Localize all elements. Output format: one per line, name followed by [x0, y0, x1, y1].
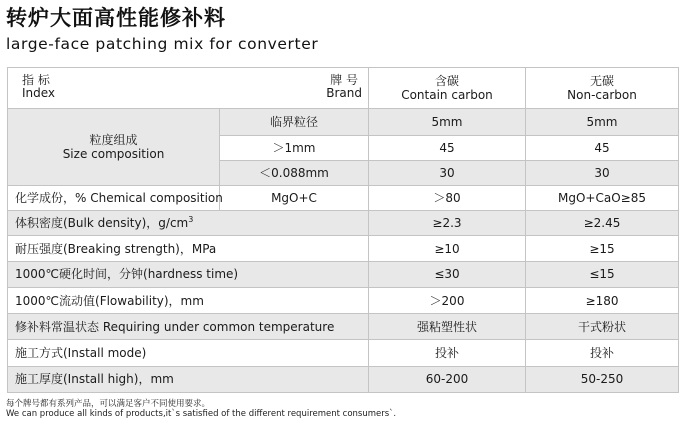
table-row [8, 236, 679, 261]
header-contain-carbon [369, 68, 526, 109]
header-brand-en: Brand [326, 86, 362, 100]
size-composition-en: Size composition [62, 147, 165, 162]
table-row [8, 109, 679, 135]
table-row [8, 366, 679, 392]
sub-label: 临界粒径 [220, 109, 369, 135]
value-non-carbon: 干式粉状 [526, 314, 679, 340]
sub-label: ＜0.088mm [220, 160, 369, 185]
header-index-brand-cell [8, 68, 369, 109]
table-row [8, 314, 679, 340]
size-composition-label [8, 109, 220, 186]
header-brand [326, 74, 362, 100]
row-label: 耐压强度(Breaking strength)，MPa [8, 236, 369, 261]
value-contain-carbon: 60-200 [369, 366, 526, 392]
row-label: 1000℃流动值(Flowability)，mm [8, 287, 369, 313]
value-non-carbon: ≥15 [526, 236, 679, 261]
density-unit-sup: 3 [188, 215, 194, 225]
value-non-carbon: 30 [526, 160, 679, 185]
table-row [8, 211, 679, 236]
value-contain-carbon: 30 [369, 160, 526, 185]
table-row [8, 287, 679, 313]
header-brand-cn: 牌 号 [330, 73, 359, 87]
header-index-cn: 指 标 [22, 73, 50, 87]
header-col1-en: Contain carbon [401, 88, 493, 103]
value-contain-carbon: 强粘塑性状 [369, 314, 526, 340]
header-col1-cn: 含碳 [434, 74, 459, 89]
row-label: 化学成份，% Chemical composition [8, 186, 220, 211]
value-non-carbon: ≤15 [526, 261, 679, 287]
value-contain-carbon: 5mm [369, 109, 526, 135]
table-row [8, 261, 679, 287]
value-non-carbon: 5mm [526, 109, 679, 135]
value-contain-carbon: ≥2.3 [369, 211, 526, 236]
value-contain-carbon: ≤30 [369, 261, 526, 287]
table-row [8, 186, 679, 211]
header-non-carbon [526, 68, 679, 109]
spec-table [7, 67, 679, 393]
value-contain-carbon: ＞80 [369, 186, 526, 211]
value-non-carbon: ≥2.45 [526, 211, 679, 236]
value-non-carbon: MgO+CaO≥85 [526, 186, 679, 211]
footnote-en: We can produce all kinds of products,it`s satisfied of the different requirement consumers`. [6, 409, 397, 419]
page-title: 转炉大面高性能修补料 [6, 6, 226, 30]
header-index [22, 74, 55, 100]
row-label: 施工方式(Install mode) [8, 340, 369, 366]
header-col2-en: Non-carbon [567, 88, 637, 103]
table-header-row [8, 68, 679, 109]
value-contain-carbon: 45 [369, 135, 526, 160]
value-contain-carbon: 投补 [369, 340, 526, 366]
footnote-cn: 每个牌号都有系列产品，可以满足客户不同使用要求。 [6, 399, 211, 409]
row-label [8, 211, 369, 236]
sub-label: ＞1mm [220, 135, 369, 160]
value-non-carbon: 50-250 [526, 366, 679, 392]
value-contain-carbon: ＞200 [369, 287, 526, 313]
row-label: 1000℃硬化时间，分钟(hardness time) [8, 261, 369, 287]
header-index-en: Index [22, 86, 56, 100]
sub-label: MgO+C [220, 186, 369, 211]
density-label-text: 体积密度(Bulk density)，g/cm [15, 216, 189, 231]
value-non-carbon: ≥180 [526, 287, 679, 313]
header-col2-cn: 无碳 [589, 74, 614, 89]
row-label: 施工厚度(Install high)，mm [8, 366, 369, 392]
value-contain-carbon: ≥10 [369, 236, 526, 261]
value-non-carbon: 45 [526, 135, 679, 160]
table-row [8, 340, 679, 366]
page-subtitle: large-face patching mix for converter [6, 35, 319, 53]
size-composition-cn: 粒度组成 [89, 133, 138, 148]
value-non-carbon: 投补 [526, 340, 679, 366]
row-label: 修补料常温状态 Requiring under common temperature [8, 314, 369, 340]
